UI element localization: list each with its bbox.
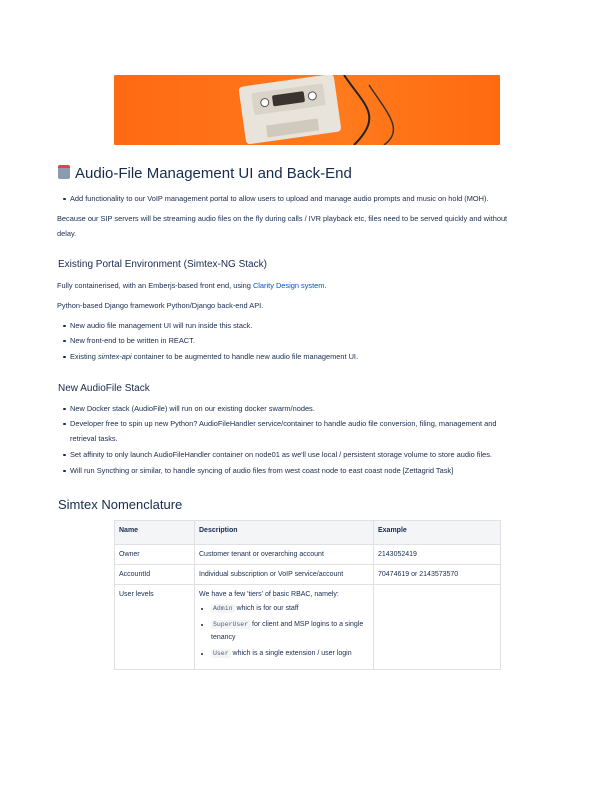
section-heading: Existing Portal Environment (Simtex-NG Stack)	[58, 259, 267, 270]
table-row	[115, 565, 501, 585]
nomenclature-table	[114, 520, 501, 670]
list-item-continuation: retrieval tasks.	[70, 434, 118, 443]
cell: Customer tenant or overarching account	[195, 545, 374, 565]
cell	[195, 585, 374, 670]
list-item: • Admin which is for our staff	[211, 602, 369, 615]
list-item: New front-end to be written in REACT.	[70, 333, 195, 348]
list-item: • SuperUser for client and MSP logins to a single tenancy	[211, 618, 369, 644]
paragraph: Python-based Django framework Python/Django back-end API.	[57, 301, 264, 310]
paragraph: Because our SIP servers will be streaming audio files on the fly during calls / IVR playback etc, files need to be served quickly and without	[57, 214, 508, 223]
column-header: Description	[195, 521, 374, 545]
list-item: Developer free to spin up new Python? AudioFileHandler service/container to handle audio file conversion, filing, management and	[70, 416, 496, 431]
cell: AccountId	[115, 565, 195, 585]
column-header: Name	[115, 521, 195, 545]
cell-text: We have a few 'tiers' of basic RBAC, namely:	[199, 591, 339, 598]
card-file-box-icon	[58, 165, 70, 179]
cell: Owner	[115, 545, 195, 565]
section-heading: New AudioFile Stack	[58, 383, 150, 394]
list-item: Will run Syncthing or similar, to handle syncing of audio files from west coast node to east coast node [Zettagrid Task]	[70, 463, 453, 478]
section-heading: Simtex Nomenclature	[58, 497, 183, 512]
table-row	[115, 585, 501, 670]
column-header: Example	[374, 521, 501, 545]
table-header-row	[115, 521, 501, 545]
cassette-illustration	[114, 75, 500, 145]
list-item: Existing simtex-api container to be augmented to handle new audio file management UI.	[70, 349, 358, 364]
list-item: Add functionality to our VoIP management portal to allow users to upload and manage audio prompts and music on hold (MOH).	[70, 191, 489, 206]
cell: User levels	[115, 585, 195, 670]
list-item: • User which is a single extension / user login	[211, 647, 369, 660]
paragraph: delay.	[57, 229, 77, 238]
paragraph: Fully containerised, with an Emberjs-based front end, using Clarity Design system.	[57, 281, 327, 290]
table-row	[115, 545, 501, 565]
list-item: New audio file management UI will run inside this stack.	[70, 318, 252, 333]
list-item: Set affinity to only launch AudioFileHandler container on node01 as we'll use local / persistent storage volume to store audio files.	[70, 447, 492, 462]
cell: 2143052419	[374, 545, 501, 565]
list-item: New Docker stack (AudioFile) will run on our existing docker swarm/nodes.	[70, 401, 315, 416]
cell	[374, 585, 501, 670]
cassette-banner-image	[114, 75, 500, 145]
cell: Individual subscription or VoIP service/account	[195, 565, 374, 585]
cell: 70474619 or 2143573570	[374, 565, 501, 585]
user-levels-list	[199, 602, 369, 660]
page-title: Audio-File Management UI and Back-End	[58, 165, 352, 182]
clarity-design-link[interactable]: Clarity Design system	[252, 281, 325, 290]
